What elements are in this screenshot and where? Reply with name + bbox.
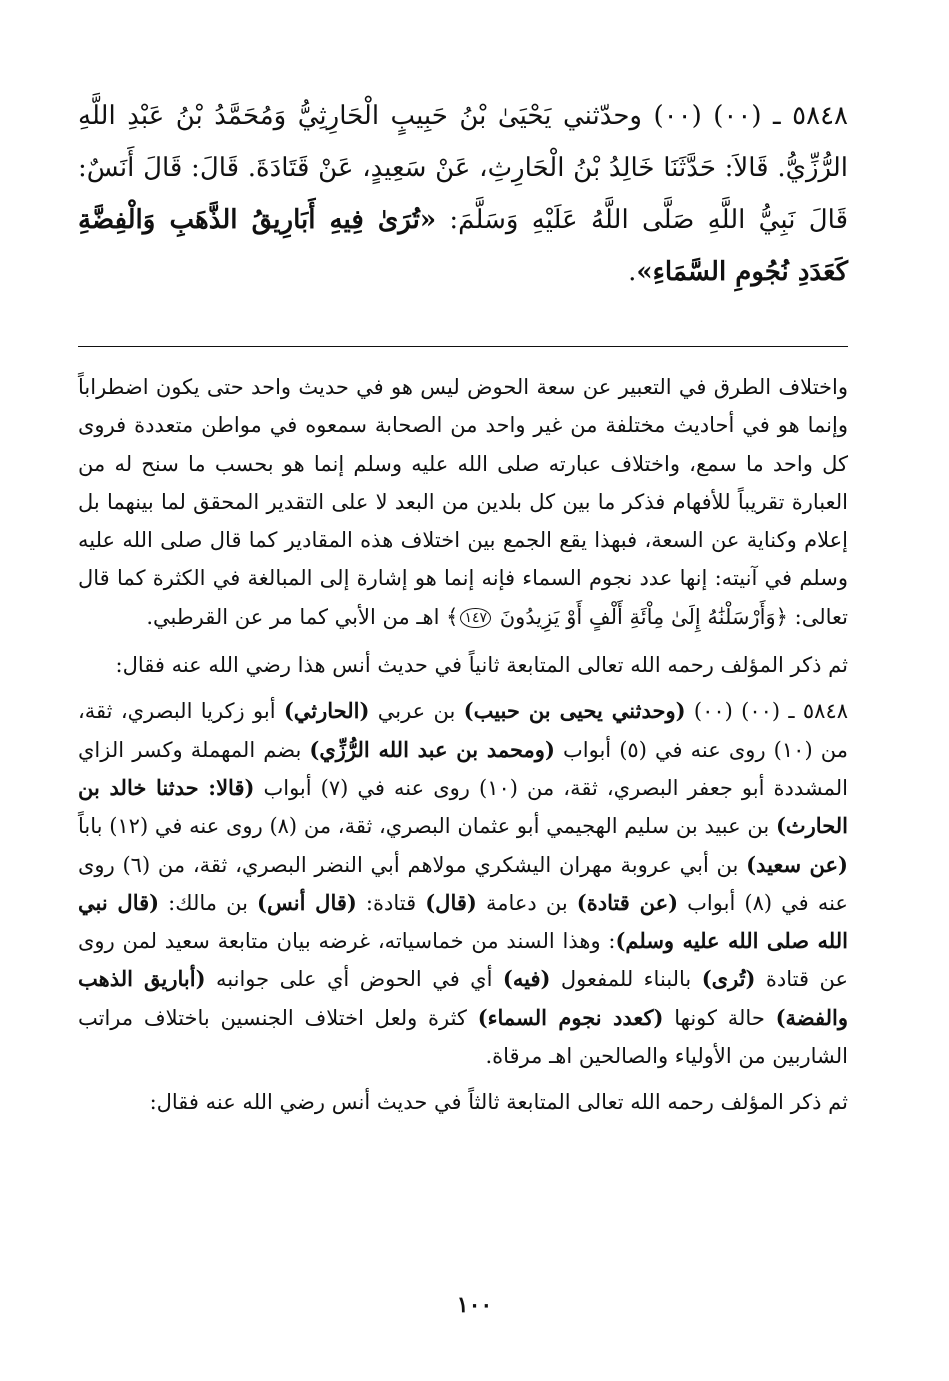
- hadith-block: [78, 88, 848, 298]
- commentary-run: بالبناء للمفعول: [550, 967, 702, 992]
- narrator-quote: (ومحمد بن عبد الله الرُّزِّي): [309, 736, 555, 762]
- page-number: ١٠٠: [456, 1292, 493, 1318]
- commentary-run: كثرة ولعل اختلاف الجنسين باختلاف مراتب الشاربين من الأولياء والصالحين اهـ مرقاة.: [78, 1005, 848, 1069]
- commentary-run: أي في الحوض أي على جوانبه: [205, 967, 503, 992]
- quran-close-bracket: ﴾: [446, 604, 459, 629]
- narrator-quote: (أباريق الذهب والفضة): [78, 966, 848, 1030]
- commentary-run: بضم المهملة وكسر الزاي المشددة أبو جعفر البصري، ثقة، من (١٠) روى عنه في (٧) أبواب: [78, 737, 848, 800]
- narrator-quote: (فيه): [502, 966, 551, 992]
- narrator-quote: (تُرى): [701, 966, 756, 992]
- commentary-paragraph-1: [78, 368, 848, 636]
- footnote-divider: [78, 346, 848, 347]
- hadith-matn: «تُرَىٰ فِيهِ أَبَارِيقُ الذَّهَبِ وَالْفِضَّةِ كَعَدَدِ نُجُومِ السَّمَاءِ»: [78, 205, 848, 287]
- commentary-paragraph-2: ثم ذكر المؤلف رحمه الله تعالى المتابعة ثانياً في حديث أنس هذا رضي الله عنه فقال:: [115, 653, 848, 678]
- commentary-run: قتادة:: [356, 890, 426, 915]
- commentary-run: بن عبيد بن سليم الهجيمي أبو عثمان البصري، ثقة، من (٨) روى عنه في (١٢) باباً: [78, 814, 776, 839]
- narrator-quote: (قالا: حدثنا خالد بن الحارث): [78, 774, 848, 839]
- commentary-run: بن عربي: [369, 699, 464, 724]
- commentary-run: حالة كونها: [663, 1005, 776, 1030]
- commentary-block: [78, 368, 848, 1122]
- hadith-isnad: وحدّثني يَحْيَىٰ بْنُ حَبِيبٍ الْحَارِثِيُّ وَمُحَمَّدُ بْنُ عَبْدِ اللَّهِ الرُّزِّيُّ. قَالاَ: حَدَّثَنَا خَالِدُ بْنُ الْحَارِثِ، عَنْ سَعِيدٍ، عَنْ قَتَادَةَ. قَالَ: قَالَ أَنَسٌ: قَالَ نَبِيُّ اللَّهِ صَلَّى اللَّهُ عَلَيْهِ وَسَلَّمَ:: [78, 101, 848, 235]
- narrator-quote: (قال نبي الله صلى الله عليه وسلم): [78, 889, 848, 954]
- narrator-quote: (قال): [425, 889, 477, 915]
- commentary-paragraph-3: [78, 692, 848, 1075]
- commentary-run: بن مالك:: [159, 890, 258, 915]
- commentary-run: أبو زكريا البصري، ثقة، من (١٠) روى عنه في (٥) أبواب: [78, 699, 848, 762]
- narrator-quote: (الحارثي): [283, 698, 370, 724]
- commentary-paragraph-4: ثم ذكر المؤلف رحمه الله تعالى المتابعة ثالثاً في حديث أنس رضي الله عنه فقال:: [149, 1090, 848, 1115]
- hadith-end: .: [628, 257, 637, 287]
- ayah-number-marker: ١٤٧: [460, 608, 491, 628]
- hadith-number: ٥٨٤٨ ـ (٠٠) (٠٠): [653, 101, 848, 131]
- narrator-quote: (كعدد نجوم السماء): [477, 1004, 664, 1030]
- commentary-text-1a: واختلاف الطرق في التعبير عن سعة الحوض ليس هو في حديث واحد حتى يكون اضطراباً وإنما هو في أحاديث مختلفة من غير واحد من الصحابة سمعوه في مواطن متعددة فروى كل واحد ما سمع، واختلاف عبارته صلى الله عليه وسلم إنما هو بحسب ما سنح له من العبارة تقريباً للأفهام فذكر ما بين كل بلدين من البعد لا على التقدير المحقق لما بينهما بل إعلام وكناية عن السعة، فبهذا يقع الجمع بين اختلاف هذه المقادير كما قال صلى الله عليه وسلم في آنيته: إنها عدد نجوم السماء فإنه إنما هو إشارة إلى المبالغة في الكثرة كما قال تعالى:: [78, 375, 848, 629]
- narrator-quote: (عن سعيد): [746, 851, 848, 877]
- commentary-run: بن دعامة: [476, 890, 577, 915]
- hadith-text: [78, 90, 848, 298]
- narrator-quote: (وحدثني يحيى بن حبيب): [463, 698, 686, 724]
- commentary-run: بن أبي عروبة مهران اليشكري مولاهم أبي النضر البصري، ثقة، من (٦) روى عنه في (٨) أبواب: [78, 852, 848, 915]
- commentary-run: : وهذا السند من خماسياته، غرضه بيان متابعة سعيد لمن روى عن قتادة: [78, 929, 849, 992]
- narrator-quote: (قال أنس): [257, 889, 357, 915]
- narrator-quote: (عن قتادة): [576, 889, 679, 915]
- quran-verse: ﴿وَأَرْسَلْنَٰهُ إِلَىٰ مِاْئَةِ أَلْفٍ أَوْ يَزِيدُونَ: [499, 604, 788, 629]
- commentary-run: ٥٨٤٨ ـ (٠٠) (٠٠): [685, 699, 849, 724]
- commentary-text-1b: اهـ من الأبي كما مر عن القرطبي.: [146, 604, 440, 629]
